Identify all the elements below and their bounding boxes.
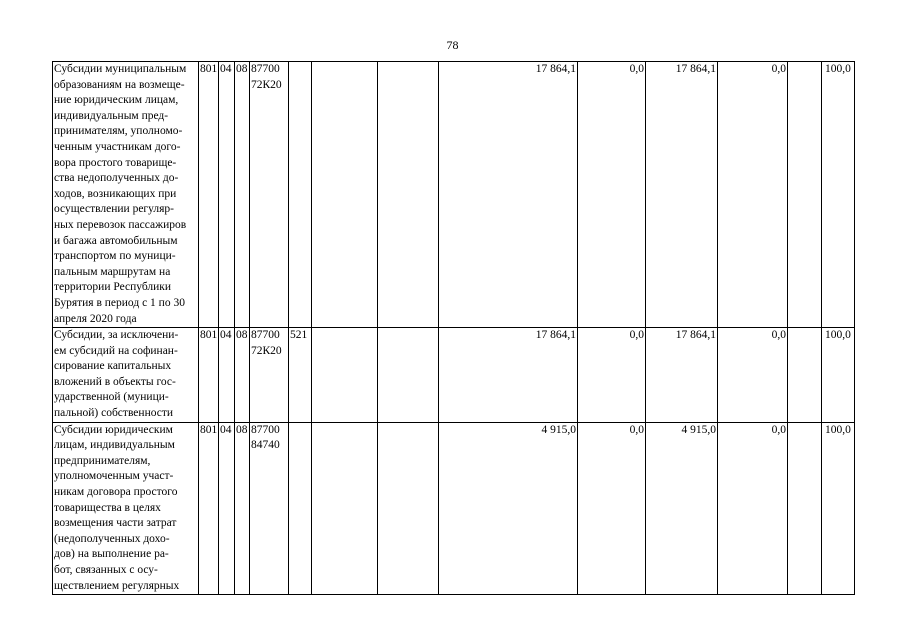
percent-cell: 100,0 — [822, 422, 855, 595]
name-line: ходов, возникающих при — [54, 187, 177, 200]
name-line: Бурятия в период с 1 по 30 — [54, 296, 185, 309]
plan-amount-cell: 17 864,1 — [439, 62, 578, 328]
csr-cell — [250, 328, 289, 423]
name-line: индивидуальным пред- — [54, 109, 169, 122]
plan-amount-cell: 17 864,1 — [439, 328, 578, 423]
csr-line: 72К20 — [251, 78, 282, 91]
table-row — [53, 328, 855, 423]
name-line: Субсидии юридическим — [54, 423, 173, 436]
csr-line: 87700 — [251, 423, 280, 436]
name-line: осуществлении регуляр- — [54, 203, 174, 216]
plan-change-cell: 0,0 — [578, 328, 646, 423]
pr-cell: 08 — [235, 62, 250, 328]
name-line: пальной) собственности — [54, 407, 174, 420]
name-line: и багажа автомобильным — [54, 234, 178, 247]
rz-cell: 04 — [219, 422, 235, 595]
csr-line: 87700 — [251, 63, 280, 75]
name-line: лицам, индивидуальным — [54, 439, 175, 452]
name-line: ства недополученных до- — [54, 172, 179, 185]
rz-cell: 04 — [219, 328, 235, 423]
budget-table — [52, 61, 855, 595]
name-line: ударственной (муници- — [54, 391, 169, 404]
fact-amount-cell: 17 864,1 — [646, 328, 718, 423]
name-line: бот, связанных с осу- — [54, 564, 158, 576]
empty-cell — [312, 328, 378, 423]
name-line: сирование капитальных — [54, 360, 172, 373]
name-line: возмещения части затрат — [54, 517, 177, 530]
name-line: апреля 2020 года — [54, 312, 137, 325]
name-line: Субсидии муниципальным — [54, 63, 187, 75]
name-line: (недополученных дохо- — [54, 532, 170, 545]
grbs-cell: 801 — [199, 422, 219, 595]
name-line: ных перевозок пассажиров — [54, 218, 187, 231]
name-line: никам договора простого — [54, 486, 178, 499]
name-line: товарищества в целях — [54, 501, 161, 514]
vr-cell — [289, 422, 312, 595]
empty-cell — [788, 328, 822, 423]
fact-change-cell: 0,0 — [718, 62, 788, 328]
empty-cell — [312, 62, 378, 328]
row-name-cell — [53, 422, 199, 595]
percent-cell: 100,0 — [822, 62, 855, 328]
row-name-cell — [53, 328, 199, 423]
csr-line: 72К20 — [251, 344, 282, 357]
name-line: ществлением регулярных — [54, 579, 180, 592]
name-line: предпринимателям, — [54, 454, 151, 467]
name-line: дов) на выполнение ра- — [54, 548, 169, 561]
fact-amount-cell: 17 864,1 — [646, 62, 718, 328]
empty-cell — [378, 328, 439, 423]
name-line: образованиям на возмеще- — [54, 78, 185, 91]
plan-change-cell: 0,0 — [578, 62, 646, 328]
empty-cell — [788, 62, 822, 328]
fact-amount-cell: 4 915,0 — [646, 422, 718, 595]
csr-cell — [250, 422, 289, 595]
rz-cell: 04 — [219, 62, 235, 328]
vr-cell — [289, 62, 312, 328]
empty-cell — [378, 422, 439, 595]
name-line: пальным маршрутам на — [54, 265, 171, 278]
name-line: ем субсидий на софинан- — [54, 344, 178, 357]
name-line: транспортом по муници- — [54, 250, 176, 263]
name-line: территории Республики — [54, 281, 172, 294]
name-line: принимателям, уполномо- — [54, 125, 183, 138]
empty-cell — [312, 422, 378, 595]
percent-cell: 100,0 — [822, 328, 855, 423]
empty-cell — [378, 62, 439, 328]
plan-change-cell: 0,0 — [578, 422, 646, 595]
name-line: вложений в объекты гос- — [54, 375, 176, 388]
table-row — [53, 62, 855, 328]
csr-line: 87700 — [251, 329, 280, 342]
csr-line: 84740 — [251, 439, 280, 452]
row-name-cell — [53, 62, 199, 328]
csr-cell — [250, 62, 289, 328]
name-line: ние юридическим лицам, — [54, 94, 179, 107]
pr-cell: 08 — [235, 422, 250, 595]
empty-cell — [788, 422, 822, 595]
pr-cell: 08 — [235, 328, 250, 423]
name-line: уполномоченным участ- — [54, 470, 174, 483]
vr-cell: 521 — [289, 328, 312, 423]
table-row — [53, 422, 855, 595]
plan-amount-cell: 4 915,0 — [439, 422, 578, 595]
name-line: Субсидии, за исключени- — [54, 329, 179, 342]
grbs-cell: 801 — [199, 328, 219, 423]
name-line: вора простого товарище- — [54, 156, 177, 169]
fact-change-cell: 0,0 — [718, 328, 788, 423]
fact-change-cell: 0,0 — [718, 422, 788, 595]
grbs-cell: 801 — [199, 62, 219, 328]
page-number: 78 — [446, 38, 459, 52]
name-line: ченным участникам дого- — [54, 140, 181, 153]
